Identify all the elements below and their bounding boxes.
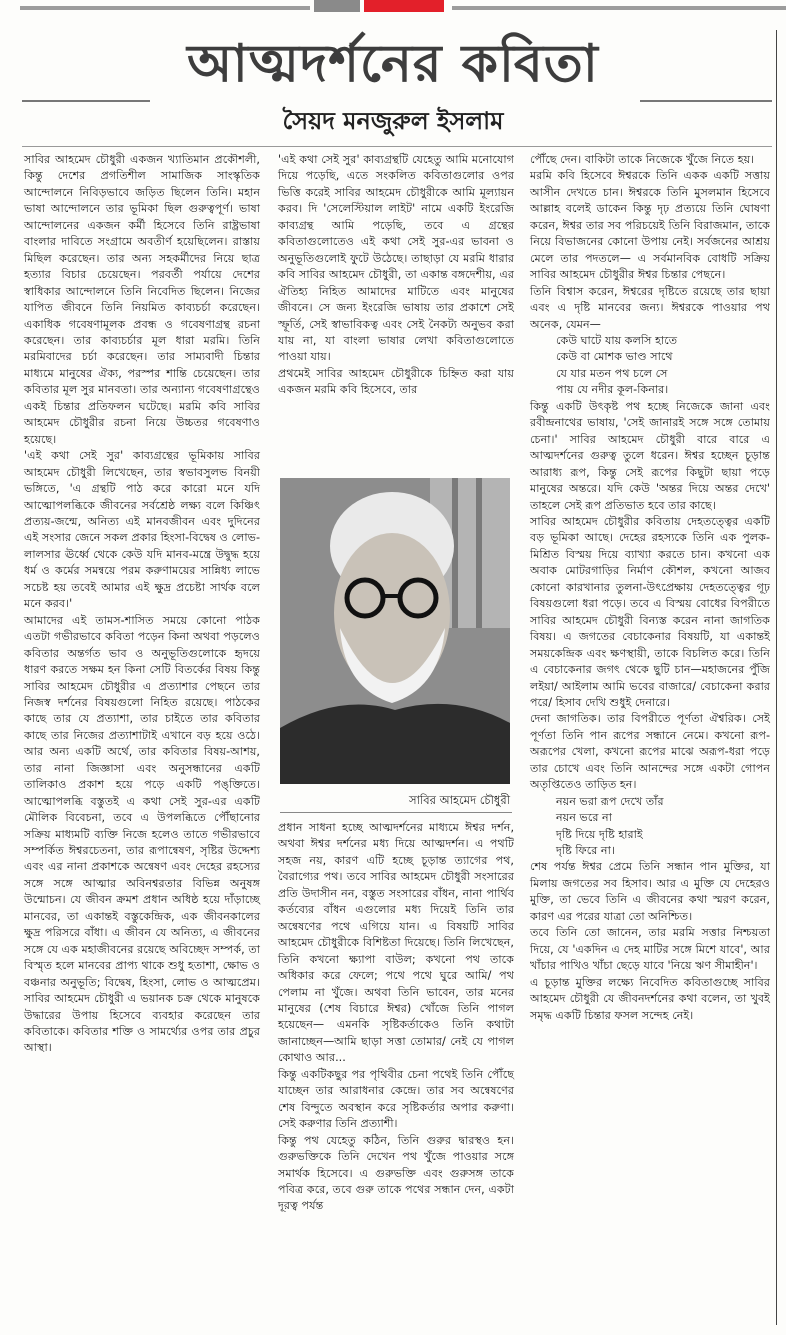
paragraph: এ চূড়ান্ত মুক্তির লক্ষ্যে নিবেদিত কবিতাগুচ্ছে সাবির আহমেদ চৌধুরী যে জীবনদর্শনের কথা বলেন, তা খুবই সমৃদ্ধ একটি চিন্তার ফসল সন্দেহ নেই। bbox=[530, 975, 770, 1022]
verse-line: যে যার মতন পথ চলে সে bbox=[556, 366, 668, 380]
paragraph: কিন্তু পথ যেহেতু কঠিন, তিনি গুরুর দ্বারস্থও হন। গুরুভক্তিকে তিনি দেখেন পথ খুঁজে পাওয়ার সঙ্গে সমার্থক হিসেবে। এ গুরুভক্তি এবং গুরুসঙ্গ তাকে পবিত্র করে, তবে গুরু তাকে পথের সন্ধান দেন, একটা দূরত্ব পর্যন্ত bbox=[278, 1133, 514, 1213]
author-portrait-photo bbox=[280, 478, 510, 784]
header-separator bbox=[22, 146, 772, 147]
paragraph: সাবির আহমেদ চৌধুরী একজন খ্যাতিমান প্রকৌশলী, কিন্তু দেশের প্রগতিশীল সামাজিক সাংস্কৃতিক আন্দোলনে নিবিড়ভাবে জড়িত ছিলেন তিনি। মহান ভাষা আন্দোলনে তার ভূমিকা ছিল গুরুত্বপূর্ণ। ভাষা আন্দোলনের একজন কর্মী হিসেবে তিনি রাষ্ট্রভাষা বাংলার দাবিতে সংগ্রামে অবতীর্ণ হয়েছিলেন। রাস্তায় মিছিল করেছেন। তার অন্য সহকর্মীদের নিয়ে ছাত্র হত্যার বিচার চেয়েছেন। পরবর্তী পর্যায়ে দেশের স্বাধিকার আন্দোলনে তিনি নিবেদিত ছিলেন। নিজের যাপিত জীবনে তিনি নিয়মিত কাব্যচর্চা করেছেন। একাধিক গবেষণামূলক প্রবন্ধ ও গবেষণাগ্রন্থ রচনা করেছেন। তার কাব্যচর্চার মূল ধারা মরমি। তিনি মরমিবাদের চর্চা করেছেন। তার সাম্যবাদী চিন্তার মাধ্যমে মানুষের ঐক্য, পরস্পর শান্তি চেয়েছেন। তার কবিতার মূল সুর মানবতা। তার অন্যান্য গবেষণাগ্রন্থেও একই চিন্তার প্রতিফলন ঘটেছে। মরমি কবি সাবির আহমেদ চৌধুরীর রচনা নিয়ে উচ্চতর গবেষণাও হয়েছে। bbox=[24, 153, 260, 446]
verse-line: পায় যে নদীর কূল-কিনার। bbox=[556, 383, 669, 397]
column-2-bottom bbox=[278, 820, 514, 1215]
paragraph: কিন্তু একটিকছুর পর পৃথিবীর চেনা পথেই তিনি পৌঁছে যাচ্ছেন তার আরাধনার কেন্দ্রে। তার সব অন্বেষণের শেষ বিন্দুতে অবস্থান করে সৃষ্টিকর্তার অপার করুণা। সেই করুণার তিনি প্রত্যাশী। bbox=[278, 1067, 514, 1131]
header-rule-left bbox=[20, 6, 310, 10]
header-accent-red bbox=[364, 0, 444, 12]
paragraph: 'এই কথা সেই সুর' কাব্যগ্রন্থটি যেহেতু আমি মনোযোগ দিয়ে পড়েছি, এতে সংকলিত কবিতাগুলোর ওপর ভিত্তি করেই সাবির আহমেদ চৌধুরীকে আমি মূল্যায়ন করব। দি 'সেলেস্টিয়াল লাইট' নামে একটি ইংরেজি কাব্যগ্রন্থ আমি পড়েছি, তবে এ গ্রন্থের কবিতাগুলোতেও এই কথা সেই সুর-এর ভাবনা ও অনুভূতিগুলোই ফুটে উঠেছে। তাছাড়া যে মরমি ধারার কবি সাবির আহমেদ চৌধুরী, তা একান্ত বঙ্গদেশীয়, এর ঐতিহ্য নিহিত আমাদের মাটিতে এবং মানুষের জীবনে। সে জন্য ইংরেজি ভাষায় তার প্রকাশে সেই স্ফূর্তি, সেই স্বাভাবিকত্ব এবং সেই নৈকট্য অনুভব করা যায় না, যা বাংলা ভাষার লেখা কবিতাগুলোতে পাওয়া যায়। bbox=[278, 153, 514, 364]
portrait-illustration bbox=[280, 478, 510, 784]
caption-rule bbox=[280, 812, 512, 813]
paragraph: প্রথমেই সাবির আহমেদ চৌধুরীকে চিহ্নিত করা যায় একজন মরমি কবি হিসেবে, তার bbox=[278, 366, 514, 397]
paragraph: আমাদের এই তামস-শাসিত সময়ে কোনো পাঠক এতটা গভীরভাবে কবিতা পড়েন কিনা অথবা পড়লেও কবিতার অন্তর্গত ভাব ও অনুভূতিগুলোকে হৃদয়ে ধারণ করতে সক্ষম হন কিনা সেটি বিতর্কের বিষয় কিন্তু সাবির আহমেদ চৌধুরীর এ প্রত্যাশার পেছনে তার নিজস্ব দর্শনের বিষয়গুলো নিহিত রয়েছে। পাঠকের কাছে তার যে প্রত্যাশা, তার চাইতে তার কবিতার কাছে তার নিজের প্রত্যাশাটাই এখানে বড় হয়ে ওঠে। আর অন্য একটি অর্থে, তার কবিতার বিষয়-আশয়, তার নানা জিজ্ঞাসা এবং অনুসন্ধানের একটি তালিকাও প্রকাশ হয়ে পড়ে একটি পঙ্‌ক্তিতে। আত্মোপলব্ধি বস্তুতই এ কথা সেই সুর-এর একটি মৌলিক বিবেচনা, তবে এ উপলব্ধিতে পৌঁছানোর সক্রিয় মাধ্যমটি ব্যক্তি নিজে হলেও তাতে গভীরভাবে সম্পর্কিত ঈশ্বরচেতনা, তার রূপান্বেষণ, সৃষ্টির উদ্দেশ্য এবং এর নানা প্রকাশকে অন্বেষণ এবং দেহের রহস্যের সঙ্গে সঙ্গে আত্মার অবিনশ্বরতার বিভিন্ন অনুষঙ্গ উন্মোচন। যে জীবন ক্রমশ প্রধান অধিষ্ঠ হয়ে দাঁড়াচ্ছে মানবের, তা একান্তই বস্তুকেন্দ্রিক, এক জীবনকালের ক্ষুদ্র পরিসরে বাঁধা। এ জীবন যে অনিত্য, এ জীবনের সঙ্গে যে এক মহাজীবনের রয়েছে অবিচ্ছেদ সম্পর্ক, তা বিস্মৃত হলে মানবের প্রাপ্য থাকে শুধু হতাশা, ক্ষোভ ও বঞ্চনার অনুভূতি; বিদ্বেষ, হিংসা, লোভ ও আত্মপ্রেম। সাবির আহমেদ চৌধুরী এ ভয়ানক চক্র থেকে মানুষকে উদ্ধারের উপায় হিসেবে ব্যবহার করেছেন তার কবিতাকে। কবিতার শক্তি ও সামর্থ্যের ওপর তার প্রচুর আস্থা। bbox=[24, 613, 260, 1055]
paragraph: সাবির আহমেদ চৌধুরীর কবিতায় দেহতত্ত্বের একটি বড় ভূমিকা আছে। দেহের রহস্যকে তিনি এক পুলক-মিশ্রিত বিস্ময় দিয়ে ব্যাখ্যা করতে চান। কখনো এক অবাক মোটরগাড়ির নির্মাণ কৌশল, কখনো আজব কোনো কারখানার তুলনা-উৎপ্রেক্ষায় দেহতত্ত্বের গূঢ় বিষয়গুলো ধরা পড়ে। তবে এ বিস্ময় বোধের বিপরীতে সাবির আহমেদ চৌধুরী বিন্যস্ত করেন নানা জাগতিক বিষয়। এ জগতের বেচাকেনার বিষয়টি, যা একান্তই সময়কেন্দ্রিক এবং ক্ষণস্থায়ী, তাকে বিচলিত করে। তিনি এ বেচাকেনার জগৎ থেকে ছুটি চান—মহাজনের পুঁজি লইয়া/ আইলাম আমি ভবের বাজারে/ বেচাকেনা করার পরে/ হিসাব দেখি শুধুই দেনারে। bbox=[530, 514, 770, 709]
paragraph: শেষ পর্যন্ত ঈশ্বর প্রেমে তিনি সন্ধান পান মুক্তির, যা মিলায় জগতের সব হিসাব। আর এ মুক্তি যে দেহেরও মুক্তি, তা ভেবে তিনি এ জীবনের কথা স্মরণ করেন, কারণ এর পরের যাত্রা তো অনিশ্চিত। bbox=[530, 860, 770, 923]
verse-line: দৃষ্টি ফিরে না। bbox=[556, 844, 615, 858]
verse-line: নয়ন ভরে না bbox=[556, 811, 612, 825]
column-3 bbox=[530, 152, 770, 1024]
paragraph: তবে তিনি তো জানেন, তার মরমি সত্তার নিশ্চয়তা দিয়ে, যে 'একদিন এ দেহ মাটির সঙ্গে মিশে যাবে', আর খাঁচার পাখিও খাঁচা ছেড়ে যাবে 'নিয়ে ঋণ সীমাহীন'। bbox=[530, 926, 770, 973]
verse-line: কেউ ঘাটে যায় কলসি হাতে bbox=[556, 333, 678, 347]
paragraph: কিন্তু একটি উৎকৃষ্ট পথ হচ্ছে নিজেকে জানা এবং রবীন্দ্রনাথের ভাষায়, 'সেই জানারই সঙ্গে সঙ্গে তোমায় চেনা।' সাবির আহমেদ চৌধুরী বারে বারে এ আত্মদর্শনের গুরুত্ব তুলে ধরেন। ঈশ্বর হচ্ছেন চূড়ান্ত আরাধ্য রূপ, কিন্তু সেই রূপের কিছুটা ছায়া পড়ে মানুষের অন্তরে। যদি কেউ 'অন্তর দিয়ে অন্তর দেখে' তাহলে সেই রূপ প্রতিভাত হবে তার কাছে। bbox=[530, 399, 770, 512]
author-byline: সৈয়দ মনজুরুল ইসলাম bbox=[282, 107, 504, 135]
verse-line: কেউ বা মোশক ভাণ্ড সাথে bbox=[556, 350, 673, 364]
article-title: আত্মদর্শনের কবিতা bbox=[187, 33, 599, 94]
paragraph: 'এই কথা সেই সুর' কাব্যগ্রন্থের ভূমিকায় সাবির আহমেদ চৌধুরী লিখেছেন, তার স্বভাবসুলভ বিনয়ী ভঙ্গিতে, 'এ গ্রন্থটি পাঠ করে কারো মনে যদি আত্মোপলব্ধিকে জীবনের সর্বশ্রেষ্ঠ লক্ষ্য বলে কিঞ্চিৎ প্রত্যয়-জন্মে, অনিত্য এই মানবজীবন এবং দুদিনের এই সংসার জেনে সকল প্রকার হিংসা-বিদ্বেষ ও লোভ-লালসার ঊর্ধ্বে থেকে কেউ যদি মানব-মন্ত্রে উদ্বুদ্ধ হয়ে ধর্ম ও কর্মের সমন্বয়ে পরম করুণাময়ের সান্নিধ্য লাভে সচেষ্ট হয় তবেই আমার এই ক্ষুদ্র প্রচেষ্টা সার্থক বলে মনে করব।' bbox=[24, 449, 260, 611]
page-header-bar bbox=[0, 0, 786, 14]
paragraph: দেনা জাগতিক। তার বিপরীতে পূর্ণতা ঐশ্বরিক। সেই পূর্ণতা তিনি পান রূপের সন্ধানে নেমে। কখনো রূপ-অরূপের খেলা, কখনো রূপের মাঝে অরূপ-ধরা পড়ে তার চোখে এবং তিনি আনন্দের সঙ্গে একটা গোপন অতৃপ্তিতেও তাড়িত হন। bbox=[530, 712, 770, 792]
title-rule-left bbox=[22, 100, 150, 102]
photo-caption: সাবির আহমেদ চৌধুরী bbox=[409, 793, 510, 807]
verse-line: নয়ন ভরা রূপ দেখে তাঁর bbox=[556, 794, 664, 808]
right-column-rule bbox=[776, 30, 777, 1325]
verse-line: দৃষ্টি দিয়ে দৃষ্টি হারাই bbox=[556, 827, 643, 841]
paragraph: প্রধান সাধনা হচ্ছে আত্মদর্শনের মাধ্যমে ঈশ্বর দর্শন, অথবা ঈশ্বর দর্শনের মধ্য দিয়ে আত্মদর্শন। এ পথটি সহজ নয়, কারণ এটি হচ্ছে চূড়ান্ত ত্যাগের পথ, বৈরাগ্যের পথ। তবে সাবির আহমেদ চৌধুরী সংসারের প্রতি উদাসীন নন, বস্তুত সংসারের বাঁধন, নানা পার্থিব কর্তব্যের বাঁধন এগুলোর মধ্য দিয়েই তিনি তার অন্বেষণের পথে এগিয়ে যান। এ বিষয়টি সাবির আহমেদ চৌধুরীকে বিশিষ্টতা দিয়েছে। তিনি লিখেছেন, তিনি কখনো ক্ষ্যাপা বাউল; কখনো পথ তাকে অধিকার করে ফেলে; পথে পথে ঘুরে আমি/ পথ পেলাম না খুঁজে। অথবা তিনি ভাবেন, তার মনের মানুষের (শেষ বিচারে ঈশ্বর) খোঁজে তিনি পাগল হয়েছেন— এমনকি সৃষ্টিকর্তাকেও তিনি কথাটা জানাচ্ছেন—আমি ছাড়া সত্তা তোমার/ নেই যে পাগল কোথাও আর... bbox=[278, 821, 514, 1065]
paragraph: মরমি কবি হিসেবে ঈশ্বরকে তিনি একক একটি সত্তায় আসীন দেখতে চান। ঈশ্বরকে তিনি মুসলমান হিসেবে আল্লাহ বলেই ডাকেন কিন্তু দৃঢ় প্রত্যয়ে তিনি ঘোষণা করেন, ঈশ্বর তার সব পরিচয়েই তিনি বিরাজমান, তাকে নিয়ে বিভাজনের কোনো উপায় নেই। সর্বজনের আশ্রয় মেলে তার পদতলে— এ সর্বমানবিক বোধটি সক্রিয় সাবির আহমেদ চৌধুরীর ঈশ্বর চিন্তার পেছনে। bbox=[530, 169, 770, 282]
paragraph: তিনি বিশ্বাস করেন, ঈশ্বরের দৃষ্টিতে রয়েছে তার ছায়া এবং এ দৃষ্টি মানবের জন্য। ঈশ্বরকে পাওয়ার পথ অনেক, যেমন— bbox=[530, 284, 770, 331]
page-number-tab bbox=[314, 0, 360, 12]
header-rule-right bbox=[452, 6, 786, 10]
title-rule-right bbox=[640, 100, 772, 102]
paragraph: পৌঁছে দেন। বাকিটা তাকে নিজেকে খুঁজে নিতে হয়। bbox=[530, 153, 755, 166]
column-2-top bbox=[278, 152, 514, 399]
column-1 bbox=[24, 152, 260, 1057]
